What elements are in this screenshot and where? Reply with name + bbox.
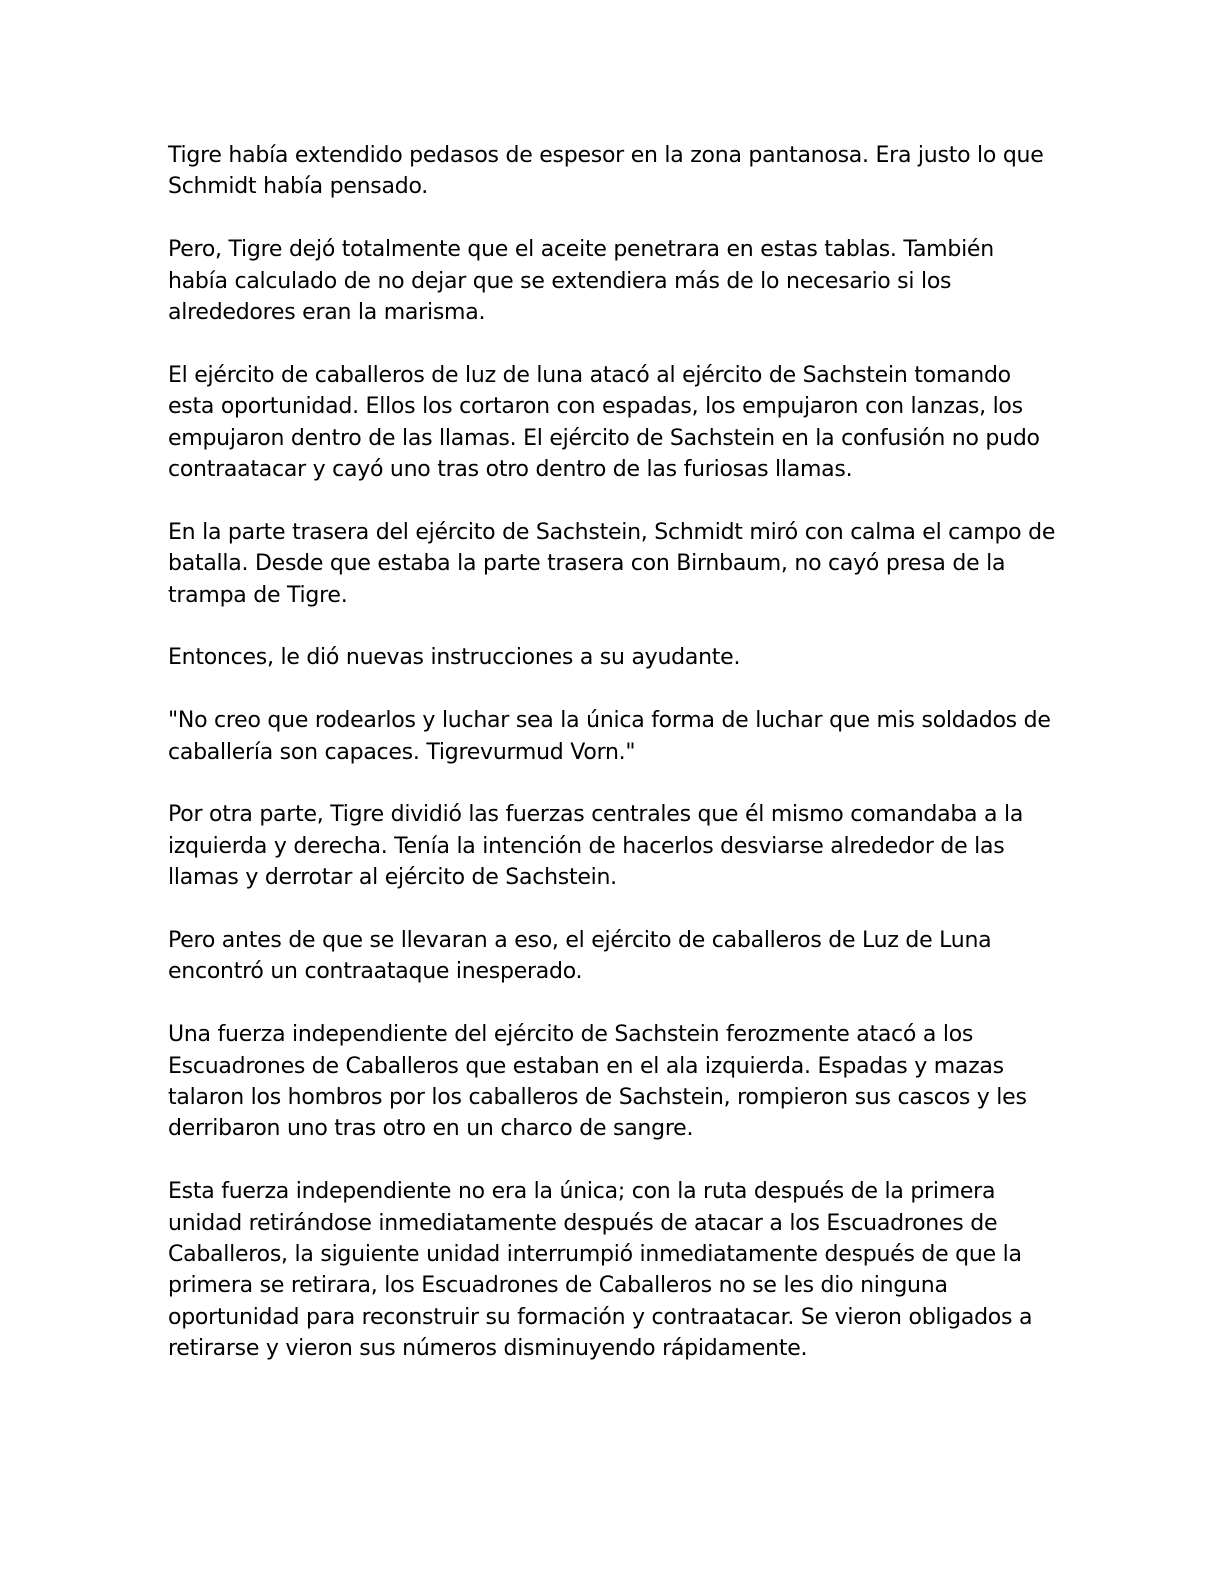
paragraph-10: Esta fuerza independiente no era la única; con la ruta después de la primera unidad retirándose inmediatamente después de atacar a los Escuadrones de Caballeros, la siguiente unidad interrumpió inmediatamente después de que la primera se retirara, los Escuadrones de Caballeros no se les dio ninguna oportunidad para reconstruir su formación y contraatacar. Se vieron obligados a retirarse y vieron sus números disminuyendo rápidamente. — [168, 1179, 1033, 1362]
paragraph-9: Una fuerza independiente del ejército de Sachstein ferozmente atacó a los Escuadrones de Caballeros que estaban en el ala izquierda. Espadas y mazas talaron los hombros por los caballeros de Sachstein, rompieron sus cascos y les derribaron uno tras otro en un charco de sangre. — [168, 1022, 1027, 1142]
paragraph-6: "No creo que rodearlos y luchar sea la única forma de luchar que mis soldados de caballería son capaces. Tigrevurmud Vorn." — [168, 708, 1051, 765]
paragraph-8: Pero antes de que se llevaran a eso, el ejército de caballeros de Luz de Luna encontró un contraataque inesperado. — [168, 928, 992, 985]
paragraph-4: En la parte trasera del ejército de Sachstein, Schmidt miró con calma el campo de batalla. Desde que estaba la parte trasera con Birnbaum, no cayó presa de la trampa de Tigre. — [168, 519, 1056, 608]
document-page — [168, 140, 1058, 1396]
paragraph-5: Entonces, le dió nuevas instrucciones a su ayudante. — [168, 645, 741, 671]
paragraph-2: Pero, Tigre dejó totalmente que el aceite penetrara en estas tablas. También había calculado de no dejar que se extendiera más de lo necesario si los alrededores eran la marisma. — [168, 237, 994, 326]
paragraph-7: Por otra parte, Tigre dividió las fuerzas centrales que él mismo comandaba a la izquierda y derecha. Tenía la intención de hacerlos desviarse alrededor de las llamas y derrotar al ejército de Sachstein. — [168, 802, 1024, 891]
paragraph-3: El ejército de caballeros de luz de luna atacó al ejército de Sachstein tomando esta oportunidad. Ellos los cortaron con espadas, los empujaron con lanzas, los empujaron dentro de las llamas. El ejército de Sachstein en la confusión no pudo contraatacar y cayó uno tras otro dentro de las furiosas llamas. — [168, 362, 1040, 483]
paragraph-1: Tigre había extendido pedasos de espesor en la zona pantanosa. Era justo lo que Schmidt había pensado. — [168, 143, 1044, 200]
